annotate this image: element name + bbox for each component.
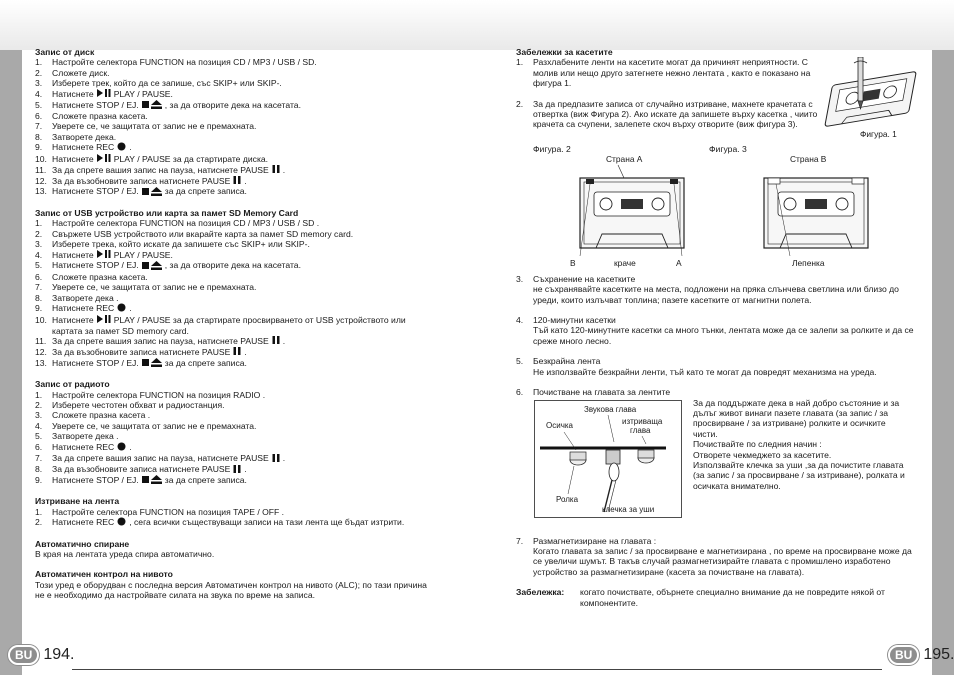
item-number: 2. — [516, 98, 524, 109]
item-number: 10. — [35, 314, 47, 325]
play-pause-icon — [97, 154, 111, 164]
list-item — [35, 272, 435, 282]
item-number: 3. — [516, 273, 524, 284]
item-text: Настройте селектора FUNCTION на позиция RADIO . — [52, 389, 266, 400]
list-item — [35, 89, 435, 100]
item-number: 4. — [35, 88, 43, 99]
list-item — [35, 303, 435, 314]
item-text — [52, 176, 435, 187]
list-item — [35, 464, 435, 475]
item-number: 2. — [35, 67, 43, 78]
list-item — [35, 121, 435, 131]
record-icon — [117, 442, 126, 453]
list-item — [35, 132, 435, 142]
play-pause-icon — [97, 250, 111, 260]
figure-3-label: Фигура. 3 — [709, 143, 747, 154]
item-text: Настройте селектора FUNCTION на позиция TAPE / OFF . — [52, 506, 285, 517]
item-text — [52, 303, 435, 314]
item-text: Затворете дека. — [52, 131, 117, 142]
item-number: 9. — [35, 474, 43, 485]
list-item — [35, 186, 435, 197]
pause-icon — [233, 465, 241, 475]
page-number-left — [8, 645, 74, 665]
item-text: Свържете USB устройството или вкарайте карта за памет SD memory card. — [52, 228, 354, 239]
item-number: 13. — [35, 357, 47, 368]
item-text-after: . — [282, 335, 286, 346]
list-item — [35, 282, 435, 292]
step-list — [35, 507, 435, 529]
list-item — [35, 315, 435, 336]
sound-head-label: Звукова глава — [584, 404, 637, 414]
erase-head-label-1: изтриваща — [622, 416, 663, 426]
item-text: Сложете празна касета . — [52, 410, 151, 421]
list-item — [35, 239, 435, 249]
item-number: 11. — [35, 335, 47, 346]
item-text — [52, 315, 435, 336]
item-text-after: . — [129, 303, 132, 314]
item-text-before: Натиснете STOP / EJ. — [52, 260, 139, 271]
note-text: когато почиствате, обърнете специално внимание да не повредите някой от компонентите. — [580, 587, 885, 608]
right-margin-bar — [932, 50, 954, 675]
item-number: 5. — [35, 431, 43, 442]
item-text — [52, 464, 435, 475]
item-text-before: Натиснете REC — [52, 441, 115, 452]
list-item — [35, 78, 435, 88]
figure-2-tab-label: краче — [614, 257, 636, 268]
item-text: За да предпазите записа от случайно изтриване, махнете крачетата с отвертка (виж Фигура 2). Ако искате да запишете върху касетка , чиито крачета са счупени, залепете скоч върху отворите (виж фигура 3). — [533, 98, 818, 130]
list-item — [35, 336, 435, 347]
item-number: 7. — [35, 282, 43, 293]
item-number: 3. — [35, 78, 43, 89]
list-item — [35, 57, 435, 67]
figure-2-label: Фигура. 2 — [533, 143, 571, 154]
note-warning — [516, 587, 916, 608]
list-item — [35, 517, 435, 528]
item-text: Изберете трек, който да се запише, със SKIP+ или SKIP-. — [52, 78, 282, 89]
item-text — [52, 336, 435, 347]
item-text-before: За да спрете вашия запис на пауза, натиснете PAUSE — [52, 453, 269, 464]
item-text: Когато главата за запис / за просвирване е магнетизирана , по време на просвирване може да се увеличи шумът. В такъв случай размагнетизирайте главата с промишлено изработено устройство за размагнетизиране (касета за почистване на главата). — [533, 545, 912, 577]
item-number: 5. — [516, 356, 524, 367]
item-text — [52, 100, 435, 111]
item-number: 6. — [35, 111, 43, 121]
item-text — [52, 347, 435, 358]
list-item — [35, 400, 435, 410]
list-item — [35, 410, 435, 420]
item-number: 1. — [516, 57, 524, 68]
list-item — [35, 100, 435, 111]
instruction-line: чисти. — [693, 428, 718, 439]
item-text-after: PLAY / PAUSE. — [113, 88, 173, 99]
section-title: Запис от радиото — [35, 379, 110, 390]
stop-eject-icon — [142, 100, 162, 111]
item-number: 5. — [35, 260, 43, 271]
item-text — [52, 517, 435, 528]
item-number: 12. — [35, 346, 47, 357]
item-text-before: Натиснете STOP / EJ. — [52, 186, 139, 197]
instruction-line: Използвайте клечка за уши ,за да почистите главата — [693, 459, 904, 470]
figure-1-cassette-pencil — [814, 57, 926, 139]
item-text: Затворете дека . — [52, 292, 119, 303]
item-number: 8. — [35, 292, 43, 303]
left-margin-bar — [0, 50, 22, 675]
item-text — [52, 165, 435, 176]
page-number-right — [888, 645, 954, 665]
item-text-after: . — [282, 164, 286, 175]
item-number: 4. — [35, 420, 43, 431]
item-text — [52, 358, 435, 369]
step-list — [35, 218, 435, 369]
item-number: 3. — [35, 239, 43, 250]
list-item — [35, 431, 435, 441]
item-text — [52, 89, 435, 100]
top-band — [0, 0, 954, 50]
bottom-rule — [72, 669, 882, 670]
pause-icon — [272, 454, 280, 464]
list-item — [35, 507, 435, 517]
item-text: Разхлабените ленти на касетите могат да причинят неприятности. С молив или нещо друго затегнете нежно лентата , както е показано на фигура 1. — [533, 57, 811, 89]
list-item — [35, 453, 435, 464]
head-cleaning-block — [516, 398, 916, 526]
item-text: Изберете честотен обхват и радиостанция. — [52, 400, 225, 411]
item-number: 8. — [35, 131, 43, 142]
item-text-after: . — [129, 142, 132, 153]
section-radio — [35, 379, 435, 486]
section-title: Запис от USB устройство или карта за памет SD Memory Card — [35, 207, 299, 218]
figure-2-right-label: А — [676, 257, 682, 268]
item-number: 2. — [35, 517, 43, 528]
item-number: 9. — [35, 303, 43, 314]
item-number: 6. — [35, 441, 43, 452]
pause-icon — [272, 165, 280, 175]
item-number: 1. — [35, 57, 43, 68]
item-number: 12. — [35, 175, 47, 186]
stop-eject-icon — [142, 187, 162, 198]
item-text-after: , сега всички съществуващи записи на тази лента ще бъдат изтрити. — [129, 517, 405, 528]
section-title: Автоматичен контрол на нивото — [35, 569, 173, 580]
record-icon — [117, 303, 126, 314]
note-4 — [516, 315, 916, 325]
section-alc — [35, 569, 435, 600]
item-title: Съхранение на касетките — [533, 273, 636, 284]
item-text-before: За да възобновите записа натиснете PAUSE — [52, 175, 231, 186]
item-text-after: PLAY / PAUSE за да стартирате просвирването от USB устройството или картата за памет SD memory card. — [52, 314, 406, 336]
instruction-line: осичката внимателно. — [693, 480, 781, 491]
item-text: Уверете се, че защитата от запис не е премахната. — [52, 121, 257, 132]
item-text-after: , за да отворите дека на касетата. — [164, 260, 301, 271]
item-number: 2. — [35, 400, 43, 411]
item-text: Уверете се, че защитата от запис не е премахната. — [52, 420, 257, 431]
note-5 — [516, 356, 916, 366]
item-number: 7. — [516, 535, 524, 546]
capstan-label: Осичка — [546, 420, 573, 430]
section-usb — [35, 208, 435, 369]
section-title: Автоматично спиране — [35, 538, 130, 549]
item-number: 2. — [35, 228, 43, 239]
item-number: 13. — [35, 186, 47, 197]
item-text-after: PLAY / PAUSE. — [113, 249, 173, 260]
item-number: 9. — [35, 142, 43, 153]
item-text-after: за да спрете записа. — [164, 474, 247, 485]
item-text-after: за да спрете записа. — [164, 357, 247, 368]
item-text-before: Натиснете STOP / EJ. — [52, 357, 139, 368]
section-title: Забележки за касетите — [516, 47, 613, 57]
item-text: Тъй като 120-минутните касетки са много тънки, лентата може да се залепи за ролките и да се среже много лесно. — [533, 325, 914, 346]
list-item — [35, 165, 435, 176]
note-3 — [516, 274, 916, 284]
instruction-line: Почиствайте по следния начин : — [693, 439, 822, 450]
list-item — [35, 68, 435, 78]
record-icon — [117, 142, 126, 153]
figure-3-tape-label: Лепенка — [792, 257, 825, 268]
stop-eject-icon — [142, 358, 162, 369]
item-text: Не използвайте безкрайни ленти, тъй като те могат да повредят механизма на уреда. — [533, 366, 877, 377]
item-text-after: . — [244, 175, 247, 186]
play-pause-icon — [97, 89, 111, 99]
stop-eject-icon — [142, 475, 162, 486]
list-item — [35, 111, 435, 121]
language-badge: BU — [888, 645, 919, 665]
cotton-swab-label: клечка за уши — [602, 504, 655, 514]
item-number: 3. — [35, 410, 43, 421]
figure-3-side: Страна В — [790, 153, 827, 164]
list-item — [35, 176, 435, 187]
item-number: 1. — [35, 506, 43, 517]
item-text-before: Натиснете REC — [52, 303, 115, 314]
figure-2-cassette — [566, 152, 696, 270]
page-number: 194. — [43, 646, 75, 663]
item-text-before: За да възобновите записа натиснете PAUSE — [52, 464, 231, 475]
item-title: Безкрайна лента — [533, 356, 601, 367]
item-text — [52, 453, 435, 464]
list-item — [35, 218, 435, 228]
page-number: 195. — [923, 646, 954, 663]
figure-1-label: Фигура. 1 — [860, 129, 897, 139]
roller-label: Ролка — [556, 494, 579, 504]
item-text-before: Натиснете — [52, 88, 94, 99]
instruction-line: За да поддържате дека в най добро състояние и за — [693, 397, 900, 408]
item-text-after: . — [282, 453, 286, 464]
section-disc — [35, 47, 435, 198]
list-item — [35, 154, 435, 165]
instruction-line: дълъг живот винаги пазете главата (за запис / за — [693, 407, 889, 418]
list-item — [35, 250, 435, 261]
step-list — [35, 57, 435, 198]
section-title: Запис от диск — [35, 47, 95, 57]
list-item — [35, 260, 435, 271]
pause-icon — [233, 176, 241, 186]
instruction-line: Отворете чекмеджето за касетите. — [693, 449, 832, 460]
item-text-before: Натиснете STOP / EJ. — [52, 474, 139, 485]
figure-2-side: Страна А — [606, 153, 643, 164]
item-text-before: Натиснете — [52, 153, 94, 164]
list-item — [35, 475, 435, 486]
note-7 — [516, 536, 916, 546]
item-text-before: За да възобновите записа натиснете PAUSE — [52, 346, 231, 357]
list-item — [35, 347, 435, 358]
figure-3-cassette — [750, 152, 880, 270]
pause-icon — [233, 347, 241, 357]
stop-eject-icon — [142, 261, 162, 272]
cleaning-instructions — [693, 398, 923, 492]
paragraph: Този уред е оборудван с последна версия Автоматичен контрол на нивото (ALC); по тази причина не е необходимо да настройвате силата на звука по време на записа. — [35, 579, 427, 601]
item-number: 4. — [516, 315, 524, 326]
item-text: Сложете диск. — [52, 67, 110, 78]
item-text-before: Натиснете REC — [52, 142, 115, 153]
list-item — [35, 358, 435, 369]
item-text: Настройте селектора FUNCTION на позиция CD / MP3 / USB / SD . — [52, 218, 320, 229]
note-6 — [516, 387, 916, 397]
right-column — [516, 47, 916, 608]
section-autostop — [35, 539, 435, 560]
item-text-after: PLAY / PAUSE за да стартирате диска. — [113, 153, 269, 164]
item-text-after: . — [129, 441, 132, 452]
item-text — [52, 142, 435, 153]
figure-2-left-label: B — [570, 257, 576, 268]
instruction-line: просвирване / за изтриване) ролките и осичките — [693, 418, 886, 429]
note-label: Забележка: — [516, 587, 565, 598]
item-title: Почистване на главата за лентите — [533, 387, 671, 398]
erase-head-label-2: глава — [630, 425, 651, 435]
item-number: 11. — [35, 164, 47, 175]
section-title: Изтриване на лента — [35, 496, 120, 507]
left-column — [35, 47, 435, 611]
item-text: Настройте селектора FUNCTION на позиция CD / MP3 / USB / SD. — [52, 57, 317, 68]
item-text — [52, 250, 435, 261]
record-icon — [117, 517, 126, 528]
list-item — [35, 229, 435, 239]
item-text-before: Натиснете — [52, 249, 94, 260]
item-number: 1. — [35, 218, 43, 229]
item-text-after: за да спрете записа. — [164, 186, 247, 197]
step-list — [35, 390, 435, 487]
item-number: 5. — [35, 99, 43, 110]
section-erase — [35, 496, 435, 528]
list-item — [35, 142, 435, 153]
play-pause-icon — [97, 315, 111, 325]
item-title: Размагнетизиране на главата : — [533, 535, 657, 546]
list-item — [35, 390, 435, 400]
item-text-after: , за да отворите дека на касетата. — [164, 99, 301, 110]
item-number: 1. — [35, 389, 43, 400]
item-text — [52, 154, 435, 165]
item-number: 4. — [35, 249, 43, 260]
head-cleaning-diagram — [534, 400, 682, 518]
instruction-line: (за запис / за просвирване / за изтриване), ролката и — [693, 470, 905, 481]
paragraph: В края на лентата уреда спира автоматично. — [35, 549, 215, 560]
item-text-before: Натиснете — [52, 314, 94, 325]
item-text-before: За да спрете вашия запис на пауза, натиснете PAUSE — [52, 335, 269, 346]
item-text-after: . — [244, 464, 247, 475]
item-number: 6. — [35, 271, 43, 282]
list-item — [35, 442, 435, 453]
item-text: Сложете празна касета. — [52, 111, 148, 121]
item-title: 120-минутни касетки — [533, 315, 616, 326]
item-text — [52, 442, 435, 453]
item-text — [52, 260, 435, 271]
item-number: 8. — [35, 464, 43, 475]
item-number: 10. — [35, 153, 47, 164]
language-badge: BU — [8, 645, 39, 665]
figures-2-3 — [516, 144, 916, 274]
item-text: Уверете се, че защитата от запис не е премахната. — [52, 282, 257, 293]
item-text: Изберете трека, който искате да запишете със SKIP+ или SKIP-. — [52, 239, 310, 250]
item-text-after: . — [244, 346, 247, 357]
list-item — [35, 421, 435, 431]
item-text — [52, 186, 435, 197]
item-text: Затворете дека . — [52, 431, 119, 442]
item-text — [52, 475, 435, 486]
item-text-before: За да спрете вашия запис на пауза, натиснете PAUSE — [52, 164, 269, 175]
item-text: Сложете празна касета. — [52, 271, 148, 282]
item-number: 6. — [516, 387, 524, 398]
item-text-before: Натиснете STOP / EJ. — [52, 99, 139, 110]
item-number: 7. — [35, 453, 43, 464]
item-text-before: Натиснете REC — [52, 517, 115, 528]
item-text: не съхранявайте касетките на места, подложени на пряка слънчева светлина или близо до уреди, които излъчват топлина; пазете касетките от магнитни полета. — [533, 284, 899, 305]
list-item — [35, 293, 435, 303]
item-number: 7. — [35, 121, 43, 132]
pause-icon — [272, 336, 280, 346]
